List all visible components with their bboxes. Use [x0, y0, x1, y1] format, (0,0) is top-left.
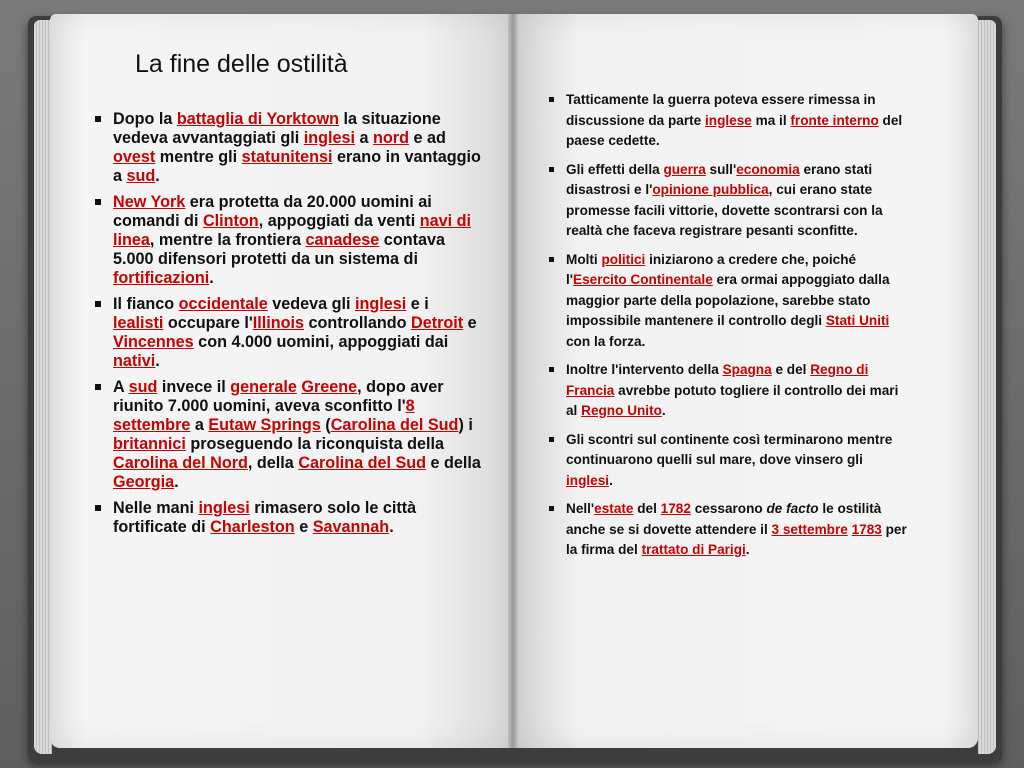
wiki-link[interactable]: britannici — [113, 435, 186, 453]
text-run: Il fianco — [113, 295, 179, 313]
text-run: mentre gli — [155, 148, 242, 166]
text-run: ma il — [751, 112, 791, 128]
text-run: vedeva gli — [267, 295, 356, 313]
text-run: e del — [771, 362, 811, 377]
wiki-link[interactable]: battaglia di Yorktown — [176, 110, 340, 128]
text-run: avrebbe potuto togliere il controllo dei mari al — [566, 382, 899, 418]
text-run: Gli effetti della — [566, 161, 664, 177]
text-run: , mentre la frontiera — [149, 231, 306, 249]
text-run: . — [174, 473, 179, 491]
wiki-link[interactable]: fortificazioni — [113, 269, 210, 287]
text-run: con 4.000 uomini, appoggiati dai — [193, 333, 449, 351]
text-run: a — [355, 129, 374, 147]
text-run: Dopo la — [113, 110, 177, 128]
wiki-link[interactable]: inglesi — [198, 499, 250, 517]
text-run: proseguendo la riconquista della — [185, 435, 445, 453]
wiki-link[interactable]: Detroit — [411, 314, 464, 332]
text-run: A — [113, 378, 129, 396]
list-item — [546, 430, 908, 492]
text-run: e i — [406, 295, 429, 313]
list-item — [546, 90, 908, 152]
text-run: . — [209, 269, 214, 287]
list-item — [546, 160, 908, 242]
wiki-link[interactable]: inglesi — [355, 295, 407, 313]
wiki-link[interactable]: 8 settembre — [113, 397, 415, 434]
wiki-link[interactable]: Carolina del Nord — [113, 454, 248, 472]
page-edges-right — [978, 20, 996, 754]
wiki-link[interactable]: estate — [594, 501, 634, 516]
wiki-link[interactable]: occidentale — [178, 295, 268, 313]
list-item — [93, 295, 481, 371]
wiki-link[interactable]: ovest — [113, 148, 156, 166]
text-run: Inoltre l'intervento della — [566, 362, 723, 377]
text-run: e — [294, 518, 313, 536]
wiki-link[interactable]: 1783 — [851, 521, 882, 537]
list-item — [93, 499, 481, 537]
text-run: . — [155, 352, 160, 370]
text-run: , dopo aver riunito 7.000 uomini, aveva sconfitto l' — [113, 378, 444, 415]
list-item — [93, 193, 481, 288]
wiki-link[interactable]: Vincennes — [113, 333, 194, 351]
text-run: e — [463, 314, 477, 332]
page-title: La fine delle ostilità — [135, 50, 348, 78]
wiki-link[interactable]: inglesi — [303, 129, 356, 147]
italic-text: de facto — [766, 501, 819, 516]
wiki-link[interactable]: generale — [230, 378, 297, 396]
list-item — [546, 360, 908, 422]
right-bullet-list — [546, 90, 908, 569]
text-run: invece il — [157, 378, 231, 396]
left-bullet-list — [93, 110, 481, 544]
wiki-link[interactable]: inglese — [705, 112, 752, 128]
wiki-link[interactable]: Stati Uniti — [825, 313, 890, 328]
text-run: Tatticamente la guerra poteva essere rimessa in discussione da parte — [566, 92, 876, 128]
text-run: . — [745, 542, 750, 557]
text-run: con la forza. — [566, 333, 646, 349]
wiki-link[interactable]: economia — [736, 161, 800, 177]
wiki-link[interactable]: guerra — [663, 161, 706, 177]
wiki-link[interactable]: inglesi — [566, 472, 610, 488]
list-item — [546, 499, 908, 561]
text-run: , cui erano state promesse facili vittorie, dovette scontrarsi con la realtà che faceva registrare pesanti sconfitte. — [566, 182, 883, 238]
wiki-link[interactable]: Greene — [301, 378, 358, 396]
wiki-link[interactable]: politici — [601, 251, 646, 267]
text-run: la situazione vedeva avvantaggiati gli — [113, 110, 441, 147]
text-run: Nelle mani — [113, 499, 199, 517]
list-item — [93, 378, 481, 492]
wiki-link[interactable]: 1782 — [660, 501, 691, 516]
text-run: . — [389, 518, 394, 536]
text-run: ) i — [458, 416, 473, 434]
text-run: . — [155, 167, 160, 185]
text-run: Gli scontri sul continente così terminarono mentre continuarono quelli sul mare, dove vinsero gli — [566, 431, 893, 467]
text-run: cessarono — [690, 501, 767, 516]
wiki-link[interactable]: statunitensi — [241, 148, 333, 166]
wiki-link[interactable]: Savannah — [312, 518, 390, 536]
text-run: ( — [320, 416, 331, 434]
wiki-link[interactable]: New York — [113, 193, 186, 211]
wiki-link[interactable]: Illinois — [252, 314, 304, 332]
text-run: . — [661, 403, 666, 418]
wiki-link[interactable]: Spagna — [722, 362, 772, 377]
text-run: a — [190, 416, 209, 434]
wiki-link[interactable]: lealisti — [113, 314, 164, 332]
wiki-link[interactable]: Esercito Continentale — [573, 272, 713, 287]
text-run: e ad — [408, 129, 446, 147]
wiki-link[interactable]: Eutaw Springs — [208, 416, 321, 434]
wiki-link[interactable]: Carolina del Sud — [298, 454, 427, 472]
wiki-link[interactable]: sud — [128, 378, 158, 396]
wiki-link[interactable]: nord — [373, 129, 409, 147]
text-run: del — [633, 501, 661, 516]
wiki-link[interactable]: Carolina del Sud — [330, 416, 459, 434]
wiki-link[interactable]: Regno Unito — [581, 403, 662, 418]
list-item — [546, 250, 908, 353]
wiki-link[interactable]: Clinton — [202, 212, 259, 230]
text-run: iniziarono a credere che, poiché l' — [566, 251, 857, 287]
wiki-link[interactable]: navi di linea — [113, 212, 471, 249]
text-run: Molti — [566, 251, 602, 267]
wiki-link[interactable]: nativi — [113, 352, 156, 370]
wiki-link[interactable]: canadese — [305, 231, 380, 249]
text-run: , appoggiati da venti — [258, 212, 420, 230]
wiki-link[interactable]: Charleston — [210, 518, 295, 536]
list-item — [93, 110, 481, 186]
text-run: era protetta da 20.000 uomini ai comandi di — [113, 193, 432, 230]
wiki-link[interactable]: trattato di Parigi — [641, 542, 746, 557]
text-run: le ostilità anche se si dovette attendere il — [566, 501, 882, 537]
text-run: per la firma del — [566, 521, 907, 557]
text-run: del paese cedette. — [566, 112, 903, 148]
text-run: occupare l' — [163, 314, 253, 332]
text-run: sull' — [705, 161, 737, 177]
wiki-link[interactable]: Regno di Francia — [566, 362, 869, 398]
wiki-link[interactable]: fronte interno — [790, 112, 879, 128]
book-spine — [508, 14, 518, 748]
wiki-link[interactable]: sud — [126, 167, 156, 185]
text-run: erano in vantaggio a — [113, 148, 481, 185]
text-run: contava 5.000 difensori protetti da un sistema di — [113, 231, 445, 268]
text-run: controllando — [304, 314, 412, 332]
text-run: . — [609, 472, 613, 488]
text-run: era ormai appoggiato dalla maggior parte della popolazione, sarebbe stato impossibile mantenere il controllo degli — [566, 272, 890, 328]
text-run: e della — [426, 454, 481, 472]
wiki-link[interactable]: opinione pubblica — [652, 182, 769, 197]
text-run: Nell' — [566, 501, 595, 516]
text-run: erano stati disastrosi e l' — [566, 161, 873, 197]
wiki-link[interactable]: Georgia — [113, 473, 175, 491]
text-run: rimasero solo le città fortificate di — [113, 499, 417, 536]
text-run: , della — [247, 454, 299, 472]
wiki-link[interactable]: 3 settembre — [771, 521, 848, 537]
